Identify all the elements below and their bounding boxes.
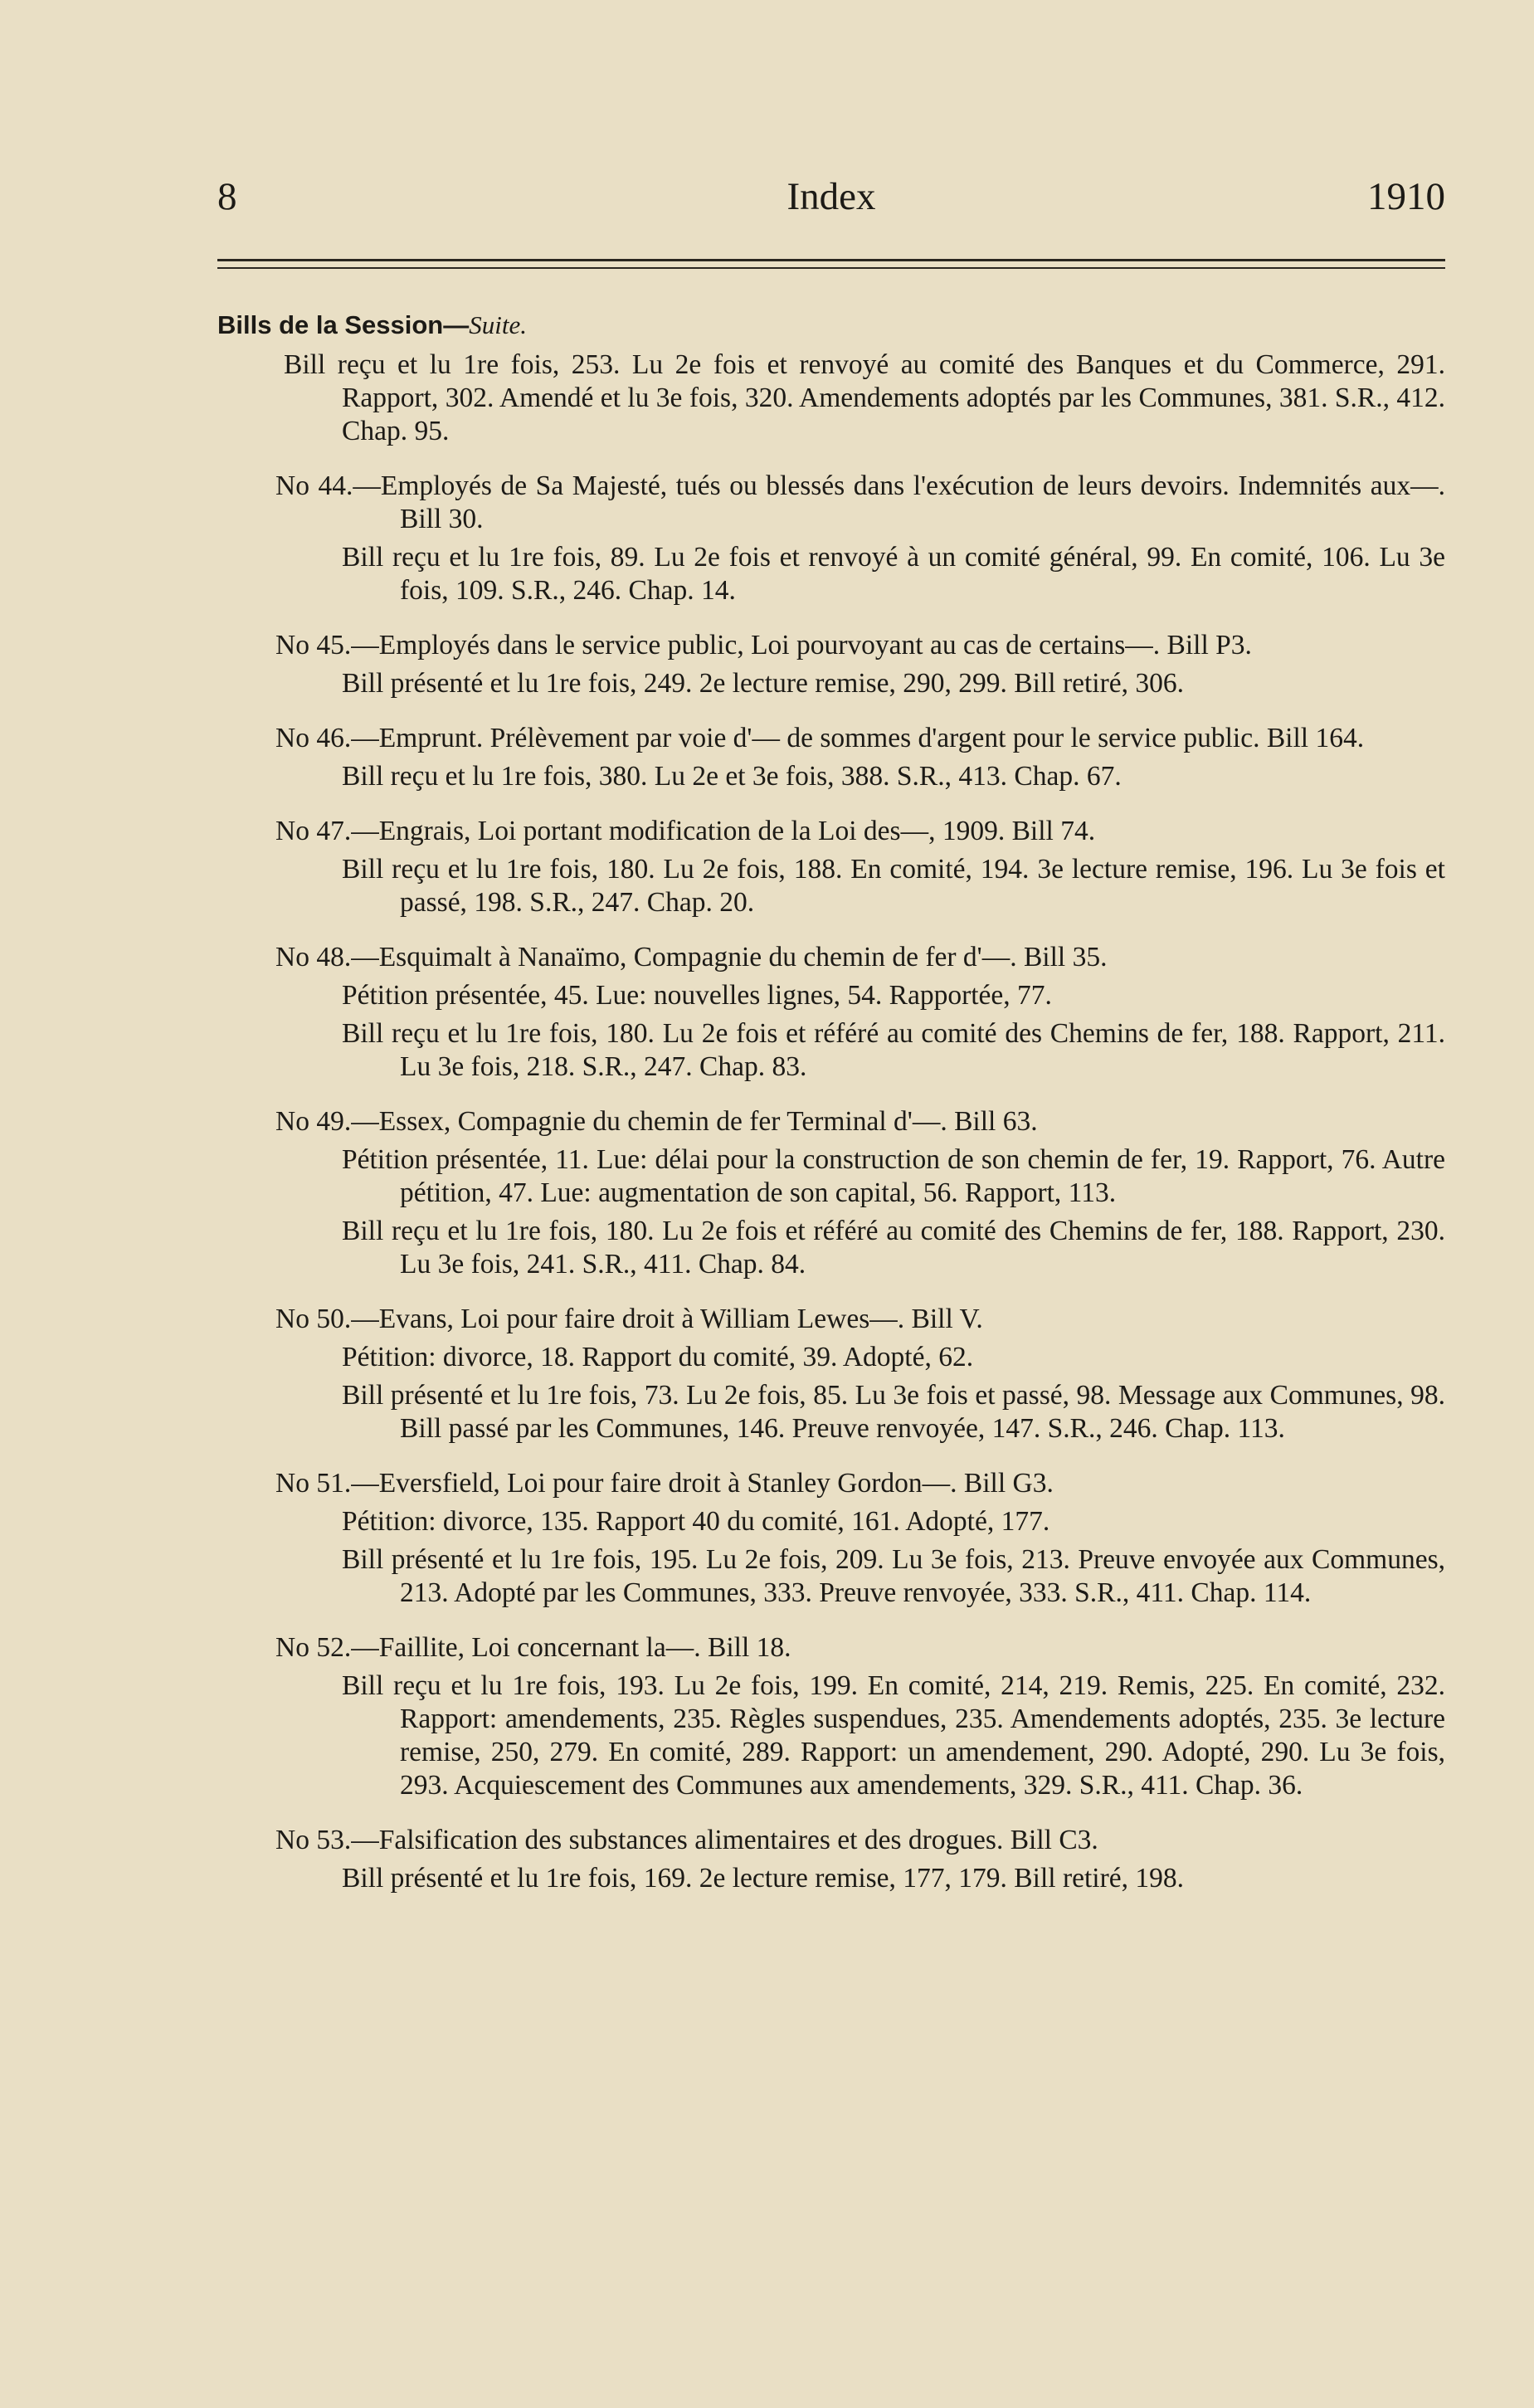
bill-entry-title: No 48.—Esquimalt à Nanaïmo, Compagnie du chemin de fer d'—. Bill 35. bbox=[275, 942, 1108, 972]
bill-entry-paragraph: Bill reçu et lu 1re fois, 380. Lu 2e et 3e fois, 388. S.R., 413. Chap. 67. bbox=[342, 761, 1122, 792]
continuation-block bbox=[217, 349, 1445, 448]
page-number: 8 bbox=[217, 175, 237, 218]
bill-entry-paragraph: Bill reçu et lu 1re fois, 180. Lu 2e fois et référé au comité des Chemins de fer, 188. Rapport, 211. Lu 3e fois, 218. S.R., 247. Chap. 83. bbox=[342, 1018, 1445, 1082]
section-heading: Bills de la Session—Suite. bbox=[217, 310, 527, 339]
entries-list bbox=[217, 470, 1445, 1895]
bill-entry bbox=[217, 815, 1445, 919]
bill-entry-title: No 50.—Evans, Loi pour faire droit à William Lewes—. Bill V. bbox=[275, 1304, 983, 1334]
bill-entry bbox=[217, 722, 1445, 793]
header-rule-bottom bbox=[217, 267, 1445, 269]
page-title: Index bbox=[786, 175, 876, 218]
bill-entry-title: No 53.—Falsification des substances alimentaires et des drogues. Bill C3. bbox=[275, 1825, 1098, 1855]
bill-entry-title: No 44.—Employés de Sa Majesté, tués ou blessés dans l'exécution de leurs devoirs. Indemnités aux—. Bill 30. bbox=[275, 470, 1445, 534]
bill-entry bbox=[217, 1303, 1445, 1445]
bill-entry bbox=[217, 1631, 1445, 1802]
page-year: 1910 bbox=[1367, 175, 1445, 218]
bill-entry-paragraph: Pétition: divorce, 135. Rapport 40 du comité, 161. Adopté, 177. bbox=[342, 1506, 1050, 1537]
bill-entry-title: No 46.—Emprunt. Prélèvement par voie d'— de sommes d'argent pour le service public. Bill 164. bbox=[275, 723, 1365, 753]
bill-entry-title: No 49.—Essex, Compagnie du chemin de fer Terminal d'—. Bill 63. bbox=[275, 1106, 1038, 1137]
bill-entry-paragraph: Pétition présentée, 45. Lue: nouvelles lignes, 54. Rapportée, 77. bbox=[342, 980, 1052, 1011]
bill-entry-paragraph: Bill reçu et lu 1re fois, 180. Lu 2e fois, 188. En comité, 194. 3e lecture remise, 196. Lu 3e fois et passé, 198. S.R., 247. Chap. 20. bbox=[342, 854, 1445, 918]
bill-entry bbox=[217, 941, 1445, 1084]
bill-entry-paragraph: Bill présenté et lu 1re fois, 249. 2e lecture remise, 290, 299. Bill retiré, 306. bbox=[342, 668, 1184, 699]
bill-entry bbox=[217, 1467, 1445, 1610]
bill-entry-paragraph: Bill reçu et lu 1re fois, 193. Lu 2e fois, 199. En comité, 214, 219. Remis, 225. En comité, 232. Rapport: amendements, 235. Règles suspendues, 235. Amendements adoptés, 235. 3e lecture remise, 250, 279. En comité, 289. Rapport: un amendement, 290. Adopté, 290. Lu 3e fois, 293. Acquiescement des Communes aux amendements, 329. S.R., 411. Chap. 36. bbox=[342, 1670, 1445, 1801]
bill-entry bbox=[217, 470, 1445, 607]
bill-entry-paragraph: Bill reçu et lu 1re fois, 180. Lu 2e fois et référé au comité des Chemins de fer, 188. Rapport, 230. Lu 3e fois, 241. S.R., 411. Chap. 84. bbox=[342, 1216, 1445, 1280]
bill-entry-paragraph: Bill présenté et lu 1re fois, 73. Lu 2e fois, 85. Lu 3e fois et passé, 98. Message aux Communes, 98. Bill passé par les Communes, 146. Preuve renvoyée, 147. S.R., 246. Chap. 113. bbox=[342, 1380, 1445, 1444]
continuation-paragraph: Bill reçu et lu 1re fois, 253. Lu 2e fois et renvoyé au comité des Banques et du Commerce, 291. Rapport, 302. Amendé et lu 3e fois, 320. Amendements adoptés par les Communes, 381. S.R., 412. Chap. 95. bbox=[284, 349, 1445, 446]
bill-entry-title: No 47.—Engrais, Loi portant modification de la Loi des—, 1909. Bill 74. bbox=[275, 816, 1096, 846]
bill-entry bbox=[217, 629, 1445, 700]
bill-entry-title: No 45.—Employés dans le service public, Loi pourvoyant au cas de certains—. Bill P3. bbox=[275, 630, 1252, 660]
bill-entry-paragraph: Bill présenté et lu 1re fois, 195. Lu 2e fois, 209. Lu 3e fois, 213. Preuve envoyée aux Communes, 213. Adopté par les Communes, 333. Preuve renvoyée, 333. S.R., 411. Chap. 114. bbox=[342, 1544, 1445, 1608]
bill-entry bbox=[217, 1105, 1445, 1281]
page-header bbox=[217, 174, 1445, 232]
bill-entry-paragraph: Bill présenté et lu 1re fois, 169. 2e lecture remise, 177, 179. Bill retiré, 198. bbox=[342, 1863, 1184, 1894]
index-content bbox=[217, 309, 1445, 1895]
header-rule-top bbox=[217, 259, 1445, 261]
bill-entry-title: No 52.—Faillite, Loi concernant la—. Bill 18. bbox=[275, 1632, 791, 1663]
bill-entry-paragraph: Pétition présentée, 11. Lue: délai pour la construction de son chemin de fer, 19. Rapport, 76. Autre pétition, 47. Lue: augmentation de son capital, 56. Rapport, 113. bbox=[342, 1144, 1445, 1208]
bill-entry bbox=[217, 1824, 1445, 1895]
section-suite: Suite. bbox=[469, 310, 527, 339]
bill-entry-title: No 51.—Eversfield, Loi pour faire droit à Stanley Gordon—. Bill G3. bbox=[275, 1468, 1054, 1499]
section-title: Bills de la Session bbox=[217, 310, 444, 339]
bill-entry-paragraph: Bill reçu et lu 1re fois, 89. Lu 2e fois et renvoyé à un comité général, 99. En comité, 106. Lu 3e fois, 109. S.R., 246. Chap. 14. bbox=[342, 542, 1445, 606]
bill-entry-paragraph: Pétition: divorce, 18. Rapport du comité, 39. Adopté, 62. bbox=[342, 1342, 974, 1372]
